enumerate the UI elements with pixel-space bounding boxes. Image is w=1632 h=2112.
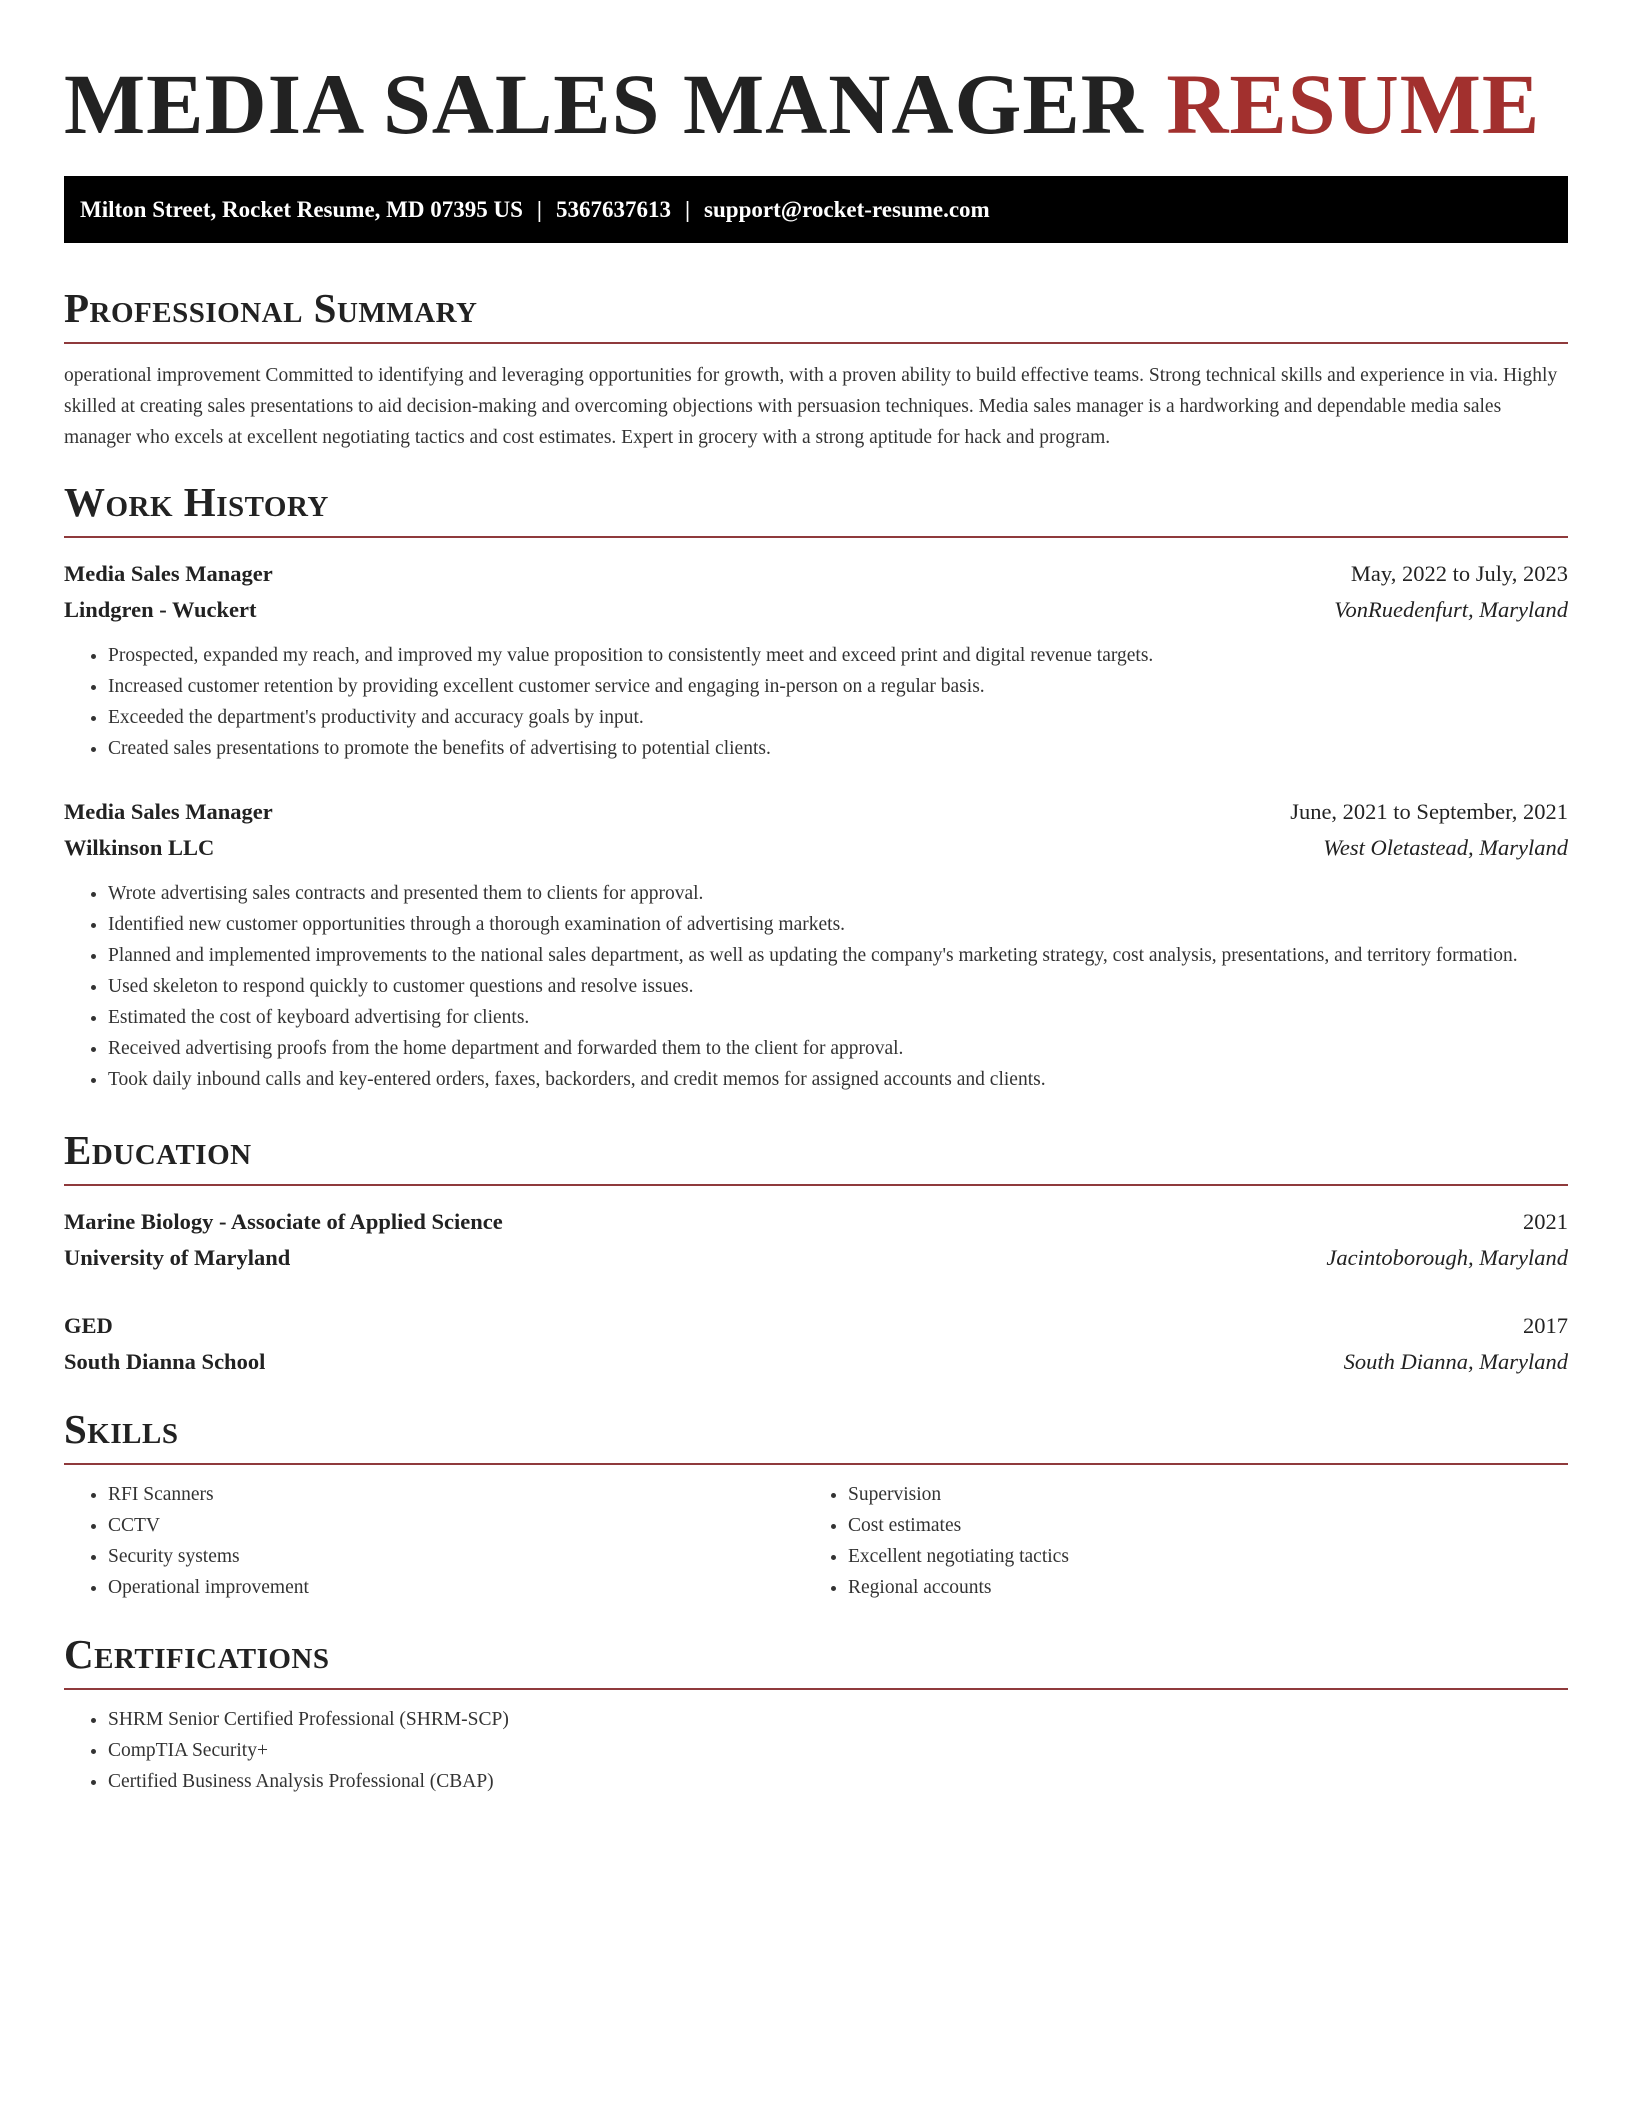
job-company: Wilkinson LLC [64, 835, 215, 860]
section-divider [64, 1463, 1568, 1465]
contact-address: Milton Street, Rocket Resume, MD 07395 US [80, 197, 523, 222]
contact-bar [64, 176, 1568, 243]
job-header-row [64, 556, 1568, 592]
education-school-row [64, 1344, 1568, 1380]
summary-section [64, 283, 1568, 453]
job-dates: May, 2022 to July, 2023 [1350, 561, 1568, 586]
job-entry [64, 794, 1568, 1095]
skills-section [64, 1404, 1568, 1603]
education-section [64, 1125, 1568, 1380]
resume-page [64, 0, 1568, 1797]
list-item: • Took daily inbound calls and key-entered orders, faxes, backorders, and credit memos for assigned accounts and clients. [108, 1064, 1568, 1095]
section-title-summary: Professional Summary [64, 285, 478, 331]
job-title: Media Sales Manager [64, 799, 273, 824]
contact-separator: | [536, 197, 542, 222]
education-year: 2021 [1523, 1209, 1568, 1234]
section-divider [64, 1688, 1568, 1690]
list-item: • Security systems [108, 1541, 804, 1572]
section-title-certifications: Certifications [64, 1631, 330, 1677]
list-item: • Certified Business Analysis Professional (CBAP) [108, 1766, 1568, 1797]
work-history-section [64, 477, 1568, 1095]
job-location: West Oletastead, Maryland [1323, 835, 1568, 860]
job-location: VonRuedenfurt, Maryland [1334, 597, 1568, 622]
education-location: Jacintoborough, Maryland [1326, 1245, 1568, 1270]
skills-columns [64, 1479, 1568, 1603]
list-item: • RFI Scanners [108, 1479, 804, 1510]
job-company-row [64, 830, 1568, 866]
education-degree-row [64, 1308, 1568, 1344]
list-item: • Regional accounts [848, 1572, 1544, 1603]
job-company: Lindgren - Wuckert [64, 597, 257, 622]
education-entry [64, 1308, 1568, 1380]
certifications-section [64, 1629, 1568, 1797]
job-bullets [64, 640, 1568, 764]
job-header-row [64, 794, 1568, 830]
list-item: • Used skeleton to respond quickly to customer questions and resolve issues. [108, 971, 1568, 1002]
section-divider [64, 1184, 1568, 1186]
section-divider [64, 342, 1568, 344]
list-item: • Excellent negotiating tactics [848, 1541, 1544, 1572]
list-item: • Operational improvement [108, 1572, 804, 1603]
section-title-education: Education [64, 1127, 252, 1173]
contact-email: support@rocket-resume.com [704, 197, 990, 222]
section-title-work-history: Work History [64, 479, 329, 525]
list-item: • Cost estimates [848, 1510, 1544, 1541]
list-item: • Created sales presentations to promote the benefits of advertising to potential clients. [108, 733, 1568, 764]
job-entry [64, 556, 1568, 764]
education-school-row [64, 1240, 1568, 1276]
contact-phone: 5367637613 [555, 197, 671, 222]
job-company-row [64, 592, 1568, 628]
list-item: • Planned and implemented improvements to the national sales department, as well as updating the company's marketing strategy, cost analysis, presentations, and territory formation. [108, 940, 1568, 971]
education-school: South Dianna School [64, 1349, 266, 1374]
job-bullets [64, 878, 1568, 1095]
list-item: • CompTIA Security+ [108, 1735, 1568, 1766]
list-item: • Received advertising proofs from the home department and forwarded them to the client for approval. [108, 1033, 1568, 1064]
list-item: • Estimated the cost of keyboard advertising for clients. [108, 1002, 1568, 1033]
list-item: • Prospected, expanded my reach, and improved my value proposition to consistently meet and exceed print and digital revenue targets. [108, 640, 1568, 671]
education-school: University of Maryland [64, 1245, 291, 1270]
section-divider [64, 536, 1568, 538]
certifications-list [64, 1704, 1568, 1797]
job-title: Media Sales Manager [64, 561, 273, 586]
title-accent: RESUME [1166, 56, 1541, 152]
education-degree: Marine Biology - Associate of Applied Science [64, 1209, 503, 1234]
list-item: • CCTV [108, 1510, 804, 1541]
section-title-skills: Skills [64, 1406, 179, 1452]
contact-separator: | [684, 197, 691, 222]
education-degree: GED [64, 1313, 113, 1338]
education-year: 2017 [1523, 1313, 1568, 1338]
list-item: • SHRM Senior Certified Professional (SHRM-SCP) [108, 1704, 1568, 1735]
list-item: • Wrote advertising sales contracts and presented them to clients for approval. [108, 878, 1568, 909]
list-item: • Supervision [848, 1479, 1544, 1510]
list-item: • Identified new customer opportunities through a thorough examination of advertising markets. [108, 909, 1568, 940]
title-main: MEDIA SALES MANAGER [64, 56, 1144, 152]
job-dates: June, 2021 to September, 2021 [1290, 799, 1568, 824]
page-title [64, 0, 1568, 150]
list-item: • Exceeded the department's productivity and accuracy goals by input. [108, 702, 1568, 733]
education-entry [64, 1204, 1568, 1276]
education-degree-row [64, 1204, 1568, 1240]
education-location: South Dianna, Maryland [1343, 1349, 1568, 1374]
list-item: • Increased customer retention by providing excellent customer service and engaging in-person on a regular basis. [108, 671, 1568, 702]
skills-list-left [64, 1479, 804, 1603]
skills-list-right [804, 1479, 1544, 1603]
summary-text: operational improvement Committed to identifying and leveraging opportunities for growth, with a proven ability to build effective teams. Strong technical skills and experience in via. Highly skilled at creating sales presentations to aid decision-making and overcoming objections with persuasion techniques. Media sales manager is a hardworking and dependable media sales manager who excels at excellent negotiating tactics and cost estimates. Expert in grocery with a strong aptitude for hack and program. [64, 365, 1558, 448]
